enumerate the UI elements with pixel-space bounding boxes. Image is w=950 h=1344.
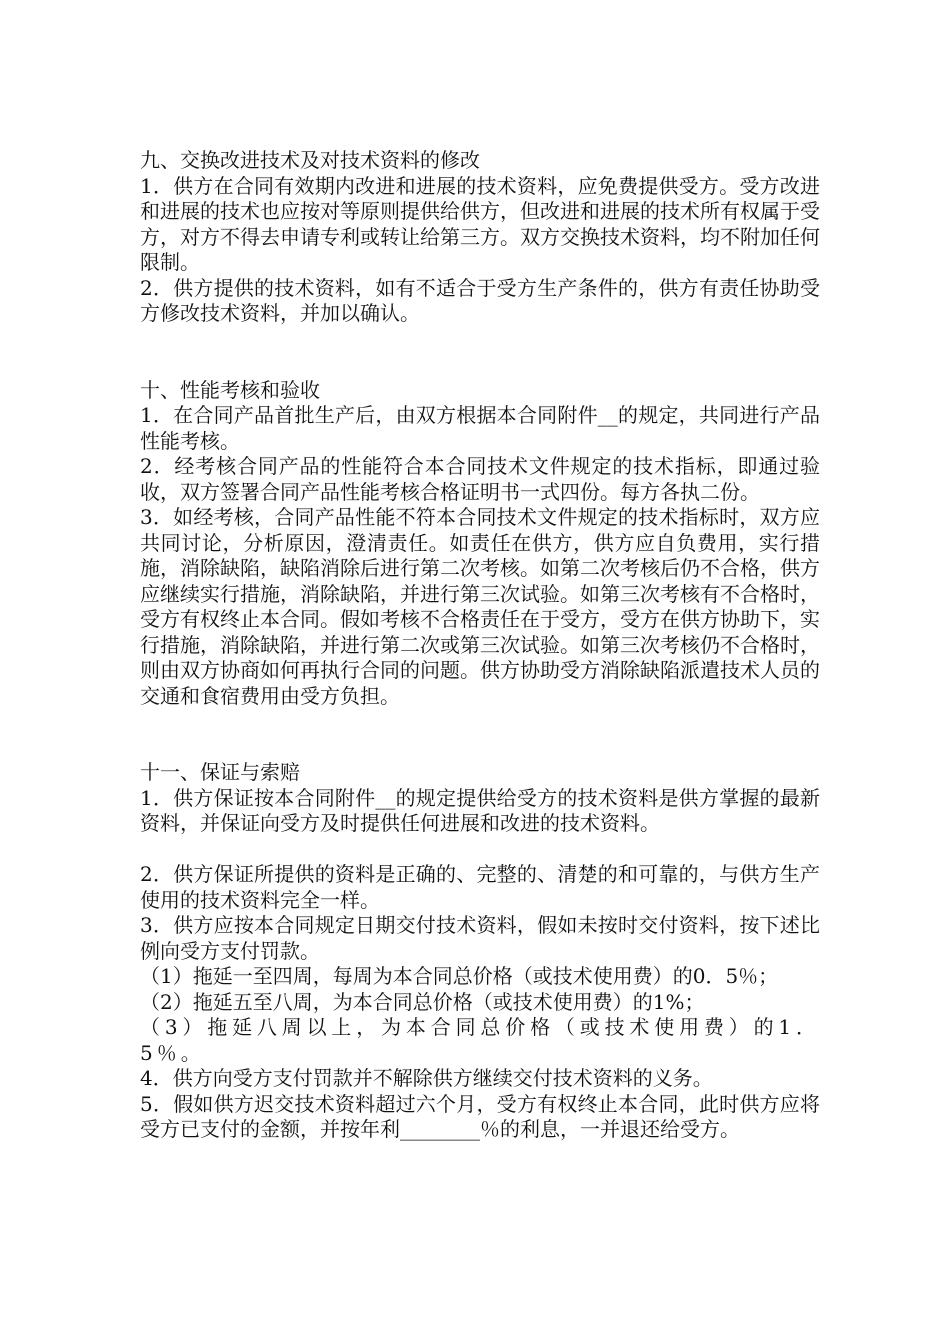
paragraph: 1．供方在合同有效期内改进和进展的技术资料，应免费提供受方。受方改进和进展的技术也应按对等原则提供给供方，但改进和进展的技术所有权属于受方，对方不得去申请专利或转让给第三方。双方交换技术资料，均不附加任何限制。	[140, 173, 820, 274]
section-11	[140, 760, 820, 1143]
section-heading: 十一、保证与索赔	[140, 760, 300, 784]
document-body	[140, 148, 820, 1143]
paragraph: 4．供方向受方支付罚款并不解除供方继续交付技术资料的义务。	[140, 1066, 713, 1090]
section-9	[140, 148, 820, 327]
section-heading: 十、性能考核和验收	[140, 377, 320, 402]
paragraph: 1．在合同产品首批生产后，由双方根据本合同附件__的规定，共同进行产品性能考核。	[140, 403, 820, 453]
penalty-item-3: （3）拖延八周以上，为本合同总价格（或技术使用费）的1．5％。	[140, 1015, 820, 1065]
penalty-item-1: （1）拖延一至四周，每周为本合同总价格（或技术使用费）的0．5％；	[140, 964, 779, 988]
paragraph: 2．供方保证所提供的资料是正确的、完整的、清楚的和可靠的，与供方生产使用的技术资料完全一样。	[140, 862, 820, 912]
blank-line	[140, 837, 820, 863]
paragraph: 2．经考核合同产品的性能符合本合同技术文件规定的技术指标，即通过验收，双方签署合同产品性能考核合格证明书一式四份。每方各执二份。	[140, 454, 820, 504]
penalty-item-2: （2）拖延五至八周，为本合同总价格（或技术使用费）的1%；	[140, 989, 705, 1014]
paragraph: 2．供方提供的技术资料，如有不适合于受方生产条件的，供方有责任协助受方修改技术资料，并加以确认。	[140, 275, 820, 325]
paragraph: 5．假如供方迟交技术资料超过六个月，受方有权终止本合同，此时供方应将受方已支付的金额，并按年利________％的利息，一并退还给受方。	[140, 1091, 820, 1141]
section-10	[140, 378, 820, 710]
section-heading: 九、交换改进技术及对技术资料的修改	[140, 148, 480, 172]
paragraph: 1．供方保证按本合同附件__的规定提供给受方的技术资料是供方掌握的最新资料，并保证向受方及时提供任何进展和改进的技术资料。	[140, 785, 820, 835]
paragraph: 3．供方应按本合同规定日期交付技术资料，假如未按时交付资料，按下述比例向受方支付罚款。	[140, 913, 820, 963]
paragraph: 3．如经考核，合同产品性能不符本合同技术文件规定的技术指标时，双方应共同讨论，分析原因，澄清责任。如责任在供方，供方应自负费用，实行措施，消除缺陷，缺陷消除后进行第二次考核。如第二次考核后仍不合格，供方应继续实行措施，消除缺陷，并进行第三次试验。如第三次考核有不合格时，受方有权终止本合同。假如考核不合格责任在于受方，受方在供方协助下，实行措施，消除缺陷，并进行第二次或第三次试验。如第三次考核仍不合格时，则由双方协商如何再执行合同的问题。供方协助受方消除缺陷派遣技术人员的交通和食宿费用由受方负担。	[140, 505, 820, 708]
